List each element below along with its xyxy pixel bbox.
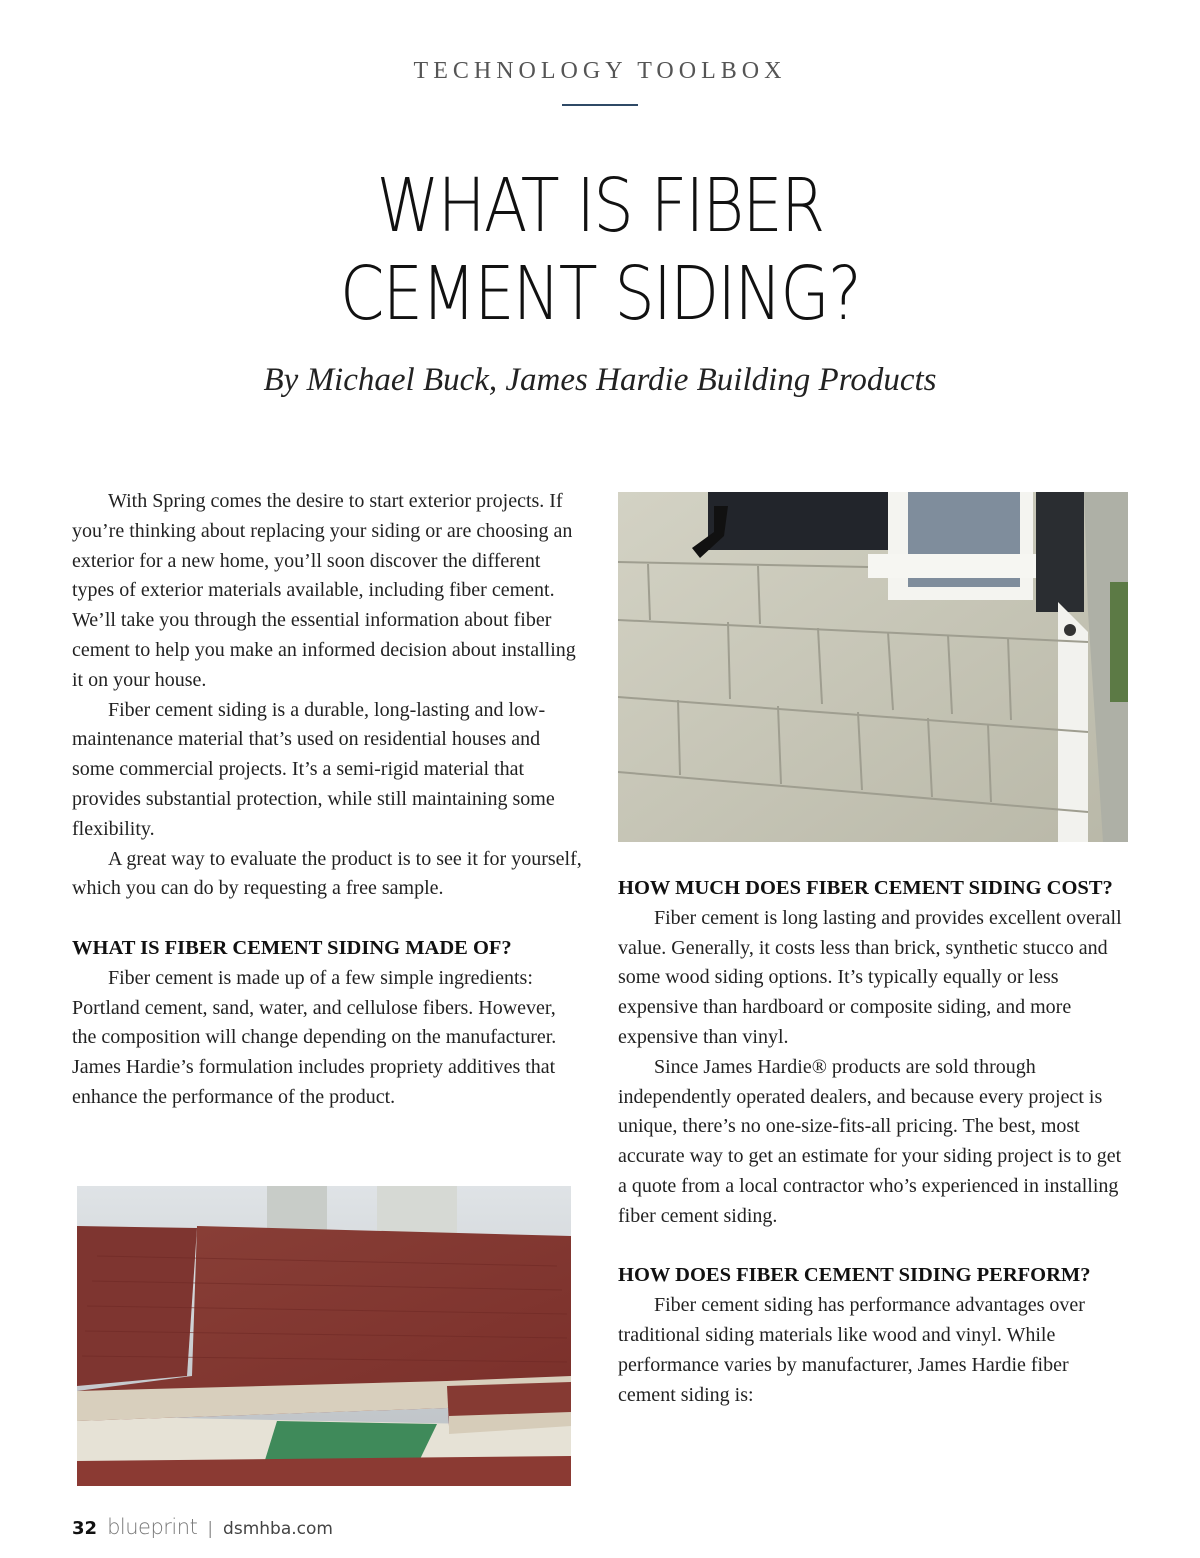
cost-paragraph-2: Since James Hardie® products are sold through independently operated dealers, and because every project is unique, there’s no one-size-fits-all pricing. The best, most accurate way to get an estimate for your siding project is to get a quote from a local contractor who’s experienced in installing fiber cement siding. xyxy=(618,1055,1122,1227)
siding-house-photo xyxy=(618,492,1128,842)
made-of-heading: WHAT IS FIBER CEMENT SIDING MADE OF? xyxy=(72,936,512,959)
footer-separator: | xyxy=(207,1519,214,1539)
siding-house-image xyxy=(618,492,1128,842)
publication-logo: blueprint xyxy=(107,1515,198,1539)
page-footer xyxy=(72,1515,333,1541)
paragraph-spacer xyxy=(618,1232,1128,1262)
made-of-paragraph: Fiber cement is made up of a few simple ingredients: Portland cement, sand, water, and cellulose fibers. However, the composition will change depending on the manufacturer. James Hardie’s formulation includes propriety additives that enhance the performance of the product. xyxy=(72,966,557,1108)
perform-heading: HOW DOES FIBER CEMENT SIDING PERFORM? xyxy=(618,1264,1091,1287)
section-divider xyxy=(562,104,638,106)
cost-heading: HOW MUCH DOES FIBER CEMENT SIDING COST? xyxy=(618,877,1113,899)
siding-board-photo xyxy=(77,1186,571,1486)
left-column xyxy=(72,487,582,1113)
article-byline: By Michael Buck, James Hardie Building Products xyxy=(263,362,937,398)
paragraph-spacer xyxy=(72,904,582,934)
page-number: 32 xyxy=(72,1518,98,1539)
footer-website: dsmhba.com xyxy=(223,1519,333,1539)
siding-board-image xyxy=(77,1186,571,1486)
title-line-1: WHAT IS FIBER xyxy=(376,163,824,249)
section-label: TECHNOLOGY TOOLBOX xyxy=(413,58,787,84)
article-title xyxy=(84,162,1116,338)
intro-paragraph-3: A great way to evaluate the product is to see it for yourself, which you can do by requesting a free sample. xyxy=(72,847,582,900)
perform-paragraph: Fiber cement siding has performance advantages over traditional siding materials like wood and vinyl. While performance varies by manufacturer, James Hardie fiber cement siding is: xyxy=(618,1294,1085,1406)
intro-paragraph-2: Fiber cement siding is a durable, long-lasting and low-maintenance material that’s used on residential houses and some commercial projects. It’s a semi-rigid material that provides substantial protection, while still maintaining some flexibility. xyxy=(72,698,555,840)
right-column xyxy=(618,874,1128,1410)
title-line-2: CEMENT SIDING? xyxy=(339,251,861,337)
cost-paragraph-1: Fiber cement is long lasting and provides excellent overall value. Generally, it costs less than brick, synthetic stucco and some wood siding options. It’s typically equally or less expensive than hardboard or composite siding, and more expensive than vinyl. xyxy=(618,906,1122,1048)
intro-paragraph-1: With Spring comes the desire to start exterior projects. If you’re thinking about replacing your siding or are choosing an exterior for a new home, you’ll soon discover the different types of exterior materials available, including fiber cement. We’ll take you through the essential information about fiber cement to help you make an informed decision about installing it on your house. xyxy=(72,490,576,691)
